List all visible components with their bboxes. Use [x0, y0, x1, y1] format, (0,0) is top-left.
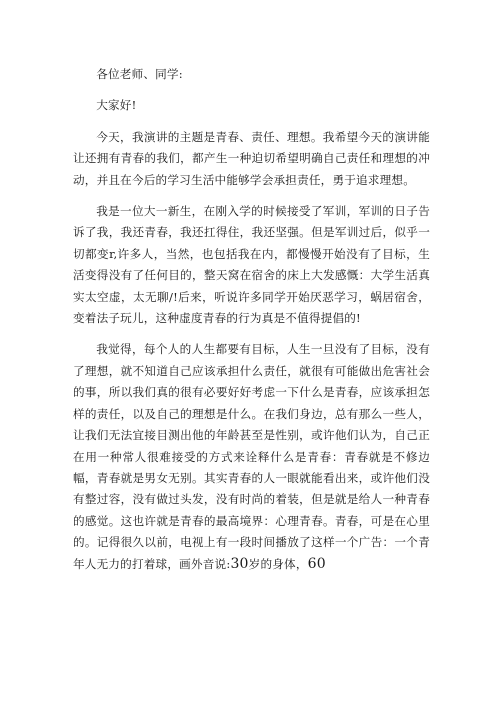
- age-thirty: 30: [230, 555, 249, 572]
- paragraph-youth-tail: 岁的身体，: [248, 556, 308, 571]
- spacer: [73, 329, 430, 339]
- paragraph-youth-meaning: [73, 339, 430, 574]
- paragraph-intro: 今天，我演讲的主题是青春、责任、理想。我希望今天的演讲能让还拥有青春的我们，都产生一种迫切希望明确自己责任和理想的冲动，并且在今后的学习生活中能够学会承担责任，勇于追求理想。: [73, 129, 430, 187]
- spacer: [73, 85, 430, 95]
- opening-line: 大家好!: [96, 98, 137, 113]
- spacer: [73, 191, 430, 201]
- speech-body: [73, 64, 430, 575]
- age-sixty: 60: [307, 555, 326, 572]
- paragraph-military-training: 我是一位大一新生，在刚入学的时候接受了军训，军训的日子告诉了我，我还青春，我还扛得住，我还坚强。但是军训过后，似乎一切都变r,许多人，当然，也包括我在内，都慢慢开始没有了目标，生活变得没有了任何目的，整天窝在宿舍的床上大发感慨：大学生活真实太空虚，太无聊/!后来，听说许多同学开始厌恶学习，蜗居宿舍，变着法子玩儿，这种虚度青春的行为真是不值得提倡的!: [73, 204, 430, 326]
- greeting-line: 各位老师、同学:: [96, 67, 183, 81]
- spacer: [73, 117, 430, 127]
- paragraph-youth-text: 我觉得，每个人的人生都要有目标，人生一旦没有了目标，没有了理想，就不知道自己应该承担什么责任，就很有可能做出危害社会的事，所以我们真的很有必要好好考虑一下什么是青春，应该承担怎样的责任，以及自己的理想是什么。在我们身边，总有那么一些人，让我们无法宜接目测出他的年龄甚至是性别，或许他们认为，自己正在用一种常人很难接受的方式来诠释什么是青春：青春就是不修边幅，青春就是男女无别。其实青春的人一眼就能看出来，或许他们没有整过容，没有做过头发，没有时尚的着装，但是就是给人一种青春的感觉。这也许就是青春的最高境界：心理青春。青春，可是在心里的。记得很久以前，电视上有一段时间播放了这样一个广告：一个青年人无力的打着球，画外音说:: [73, 342, 430, 571]
